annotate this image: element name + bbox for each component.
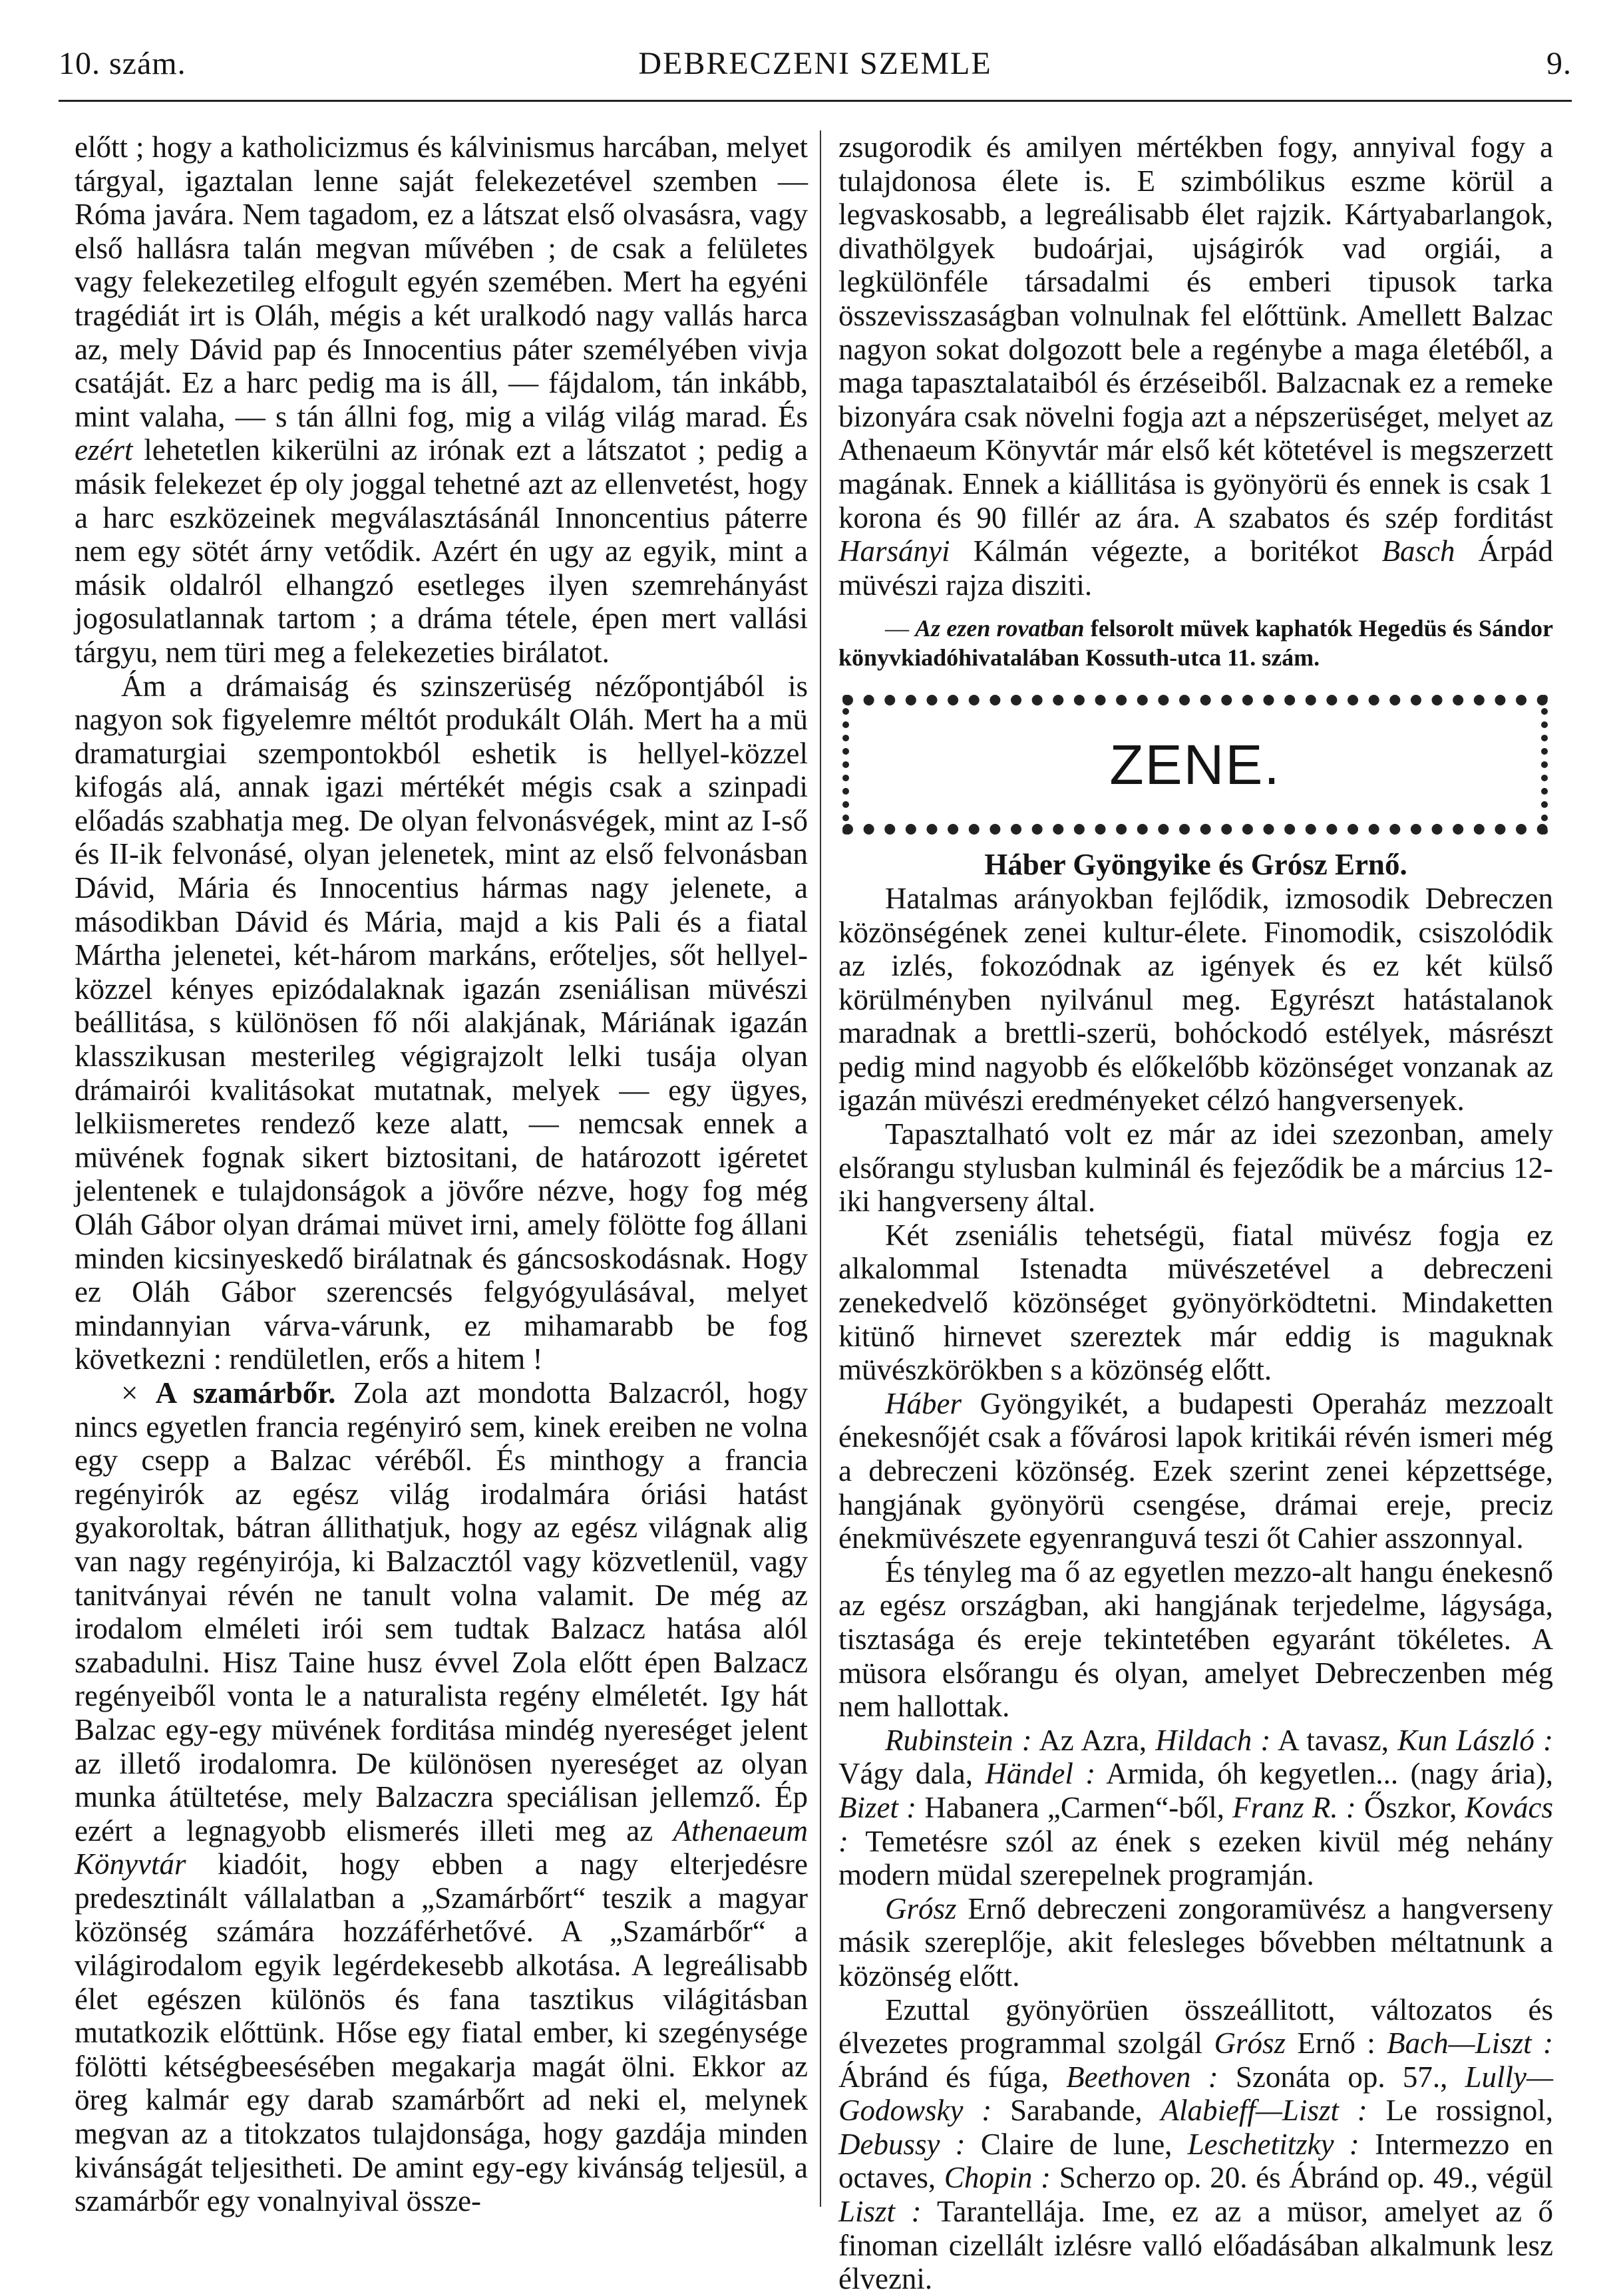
issue-number: 10. szám. <box>59 46 186 81</box>
page-number: 9. <box>1546 46 1572 81</box>
paragraph: Grósz Ernő debreczeni zongoramüvész a hangverseny másik szereplője, akit felesleges bővebben méltatnunk a közönség előtt. <box>838 1891 1554 1993</box>
zene-section-banner <box>842 695 1548 835</box>
paragraph: Háber Gyöngyikét, a budapesti Operaház mezzoalt énekesnőjét csak a fővárosi lapok kritikái révén ismeri még a debreczeni közönség. Ezek szerint zenei képzettsége, hangjának gyönyörü csengése, drámai ereje, preciz énekmüvészete egyenranguvá teszi őt Cahier asszonnyal. <box>838 1386 1554 1555</box>
article-szamarbor: × A szamárbőr. Zola azt mondotta Balzacról, hogy nincs egyetlen francia regényiró sem, kinek ereiben ne volna egy csepp a Balzac véréből. És minthogy a francia regényirók az egész világ irodalmára óriási hatást gyakoroltak, bátran állithatjuk, hogy az egész világnak alig van nagy regényirója, ki Balzacztól vagy közvetlenül, vagy tanitványai révén ne tanult volna valamit. De még az irodalom elméleti irói sem tudtak Balzacz hatása alól szabadulni. Hisz Taine husz évvel Zola előtt épen Balzacz regényeiből vonta le a naturalista regény elméletét. Igy hát Balzac egy-egy müvének forditása mindég nyereséget jelent az illető irodalomra. De különösen nyereséget az olyan munka átültetése, mely Balzaczra speciálisan jellemző. Ép ezért a legnagyobb elismerés illeti meg az Athenaeum Könyvtár kiadóit, hogy ebben a nagy elterjedésre predesztinált vállalatban a „Szamárbőrt“ teszik a magyar közönség számára hozzáférhetővé. A „Szamárbőr“ a világirodalom egyik legérdekesebb alkotása. A legreálisabb élet egészen különös és fana tasztikus világitásban mutatkozik előttünk. Hőse egy fiatal ember, ki szegénysége fölötti kétségbeesésében megakarja magát ölni. Ekkor az öreg kalmár egy darab szamárbőrt ad neki el, melynek megvan az a titokzatos tulajdonsága, hogy gazdája minden kivánságát teljesitheti. De amint egy-egy kivánság teljesül, a szamárbőr egy vonalnyival össze- <box>75 1376 809 2218</box>
left-column <box>75 130 808 2218</box>
vocal-program: Rubinstein : Az Azra, Hildach : A tavasz, Kun László : Vágy dala, Händel : Armida, óh kegyetlen... (nagy ária), Bizet : Habanera „Carmen“-ből, Franz R. : Őszkor, Kovács : Temetésre szól az ének s ezeken kivül még nehány modern müdal szerepelnek programján. <box>838 1723 1554 1892</box>
section-title: ZENE. <box>1109 733 1281 797</box>
bookseller-note: — Az ezen rovatban felsorolt müvek kaphatók Hegedüs és Sándor könyvkiadóhivatalában Kossuth-utca 11. szám. <box>838 615 1553 671</box>
column-divider <box>820 130 821 2207</box>
page-header <box>59 45 1572 98</box>
header-rule <box>59 100 1572 102</box>
paragraph: És tényleg ma ő az egyetlen mezzo-alt hangu énekesnő az egész országban, aki hangjának terjedelme, lágysága, tisztasága és ereje tekintetében egyaránt tökéletes. A müsora elsőrangu és olyan, amelyet Debreczenben még nem hallottak. <box>838 1555 1553 1724</box>
right-column <box>838 130 1553 2296</box>
section-mark: × <box>121 1376 138 1410</box>
paragraph: zsugorodik és amilyen mértékben fogy, annyival fogy a tulajdonosa élete is. E szimbólikus eszme körül a legvaskosabb, a legreálisabb élet rajzik. Kártyabarlangok, divathölgyek budoárjai, ujságirók vad orgiái, a legkülönféle társadalmi és emberi tipusok tarka összevisszaságban volnulnak fel előttünk. Amellett Balzac nagyon sokat dolgozott bele a regénybe a maga életéből, a maga tapasztalataiból és érzéseiből. Balzacnak ez a remeke bizonyára csak növelni fogja azt a népszerüséget, melyet az Athenaeum Könyvtár már első két kötetével is megszerzett magának. Ennek a kiállitása is gyönyörü és ennek is csak 1 korona és 90 fillér az ára. A szabatos és szép forditást Harsányi Kálmán végezte, a boritékot Basch Árpád müvészi rajza disziti. <box>838 130 1554 602</box>
paragraph: előtt ; hogy a katholicizmus és kálvinismus harcában, melyet tárgyal, igaztalan lenne saját felekezetével szemben — Róma javára. Nem tagadom, ez a látszat első olvasásra, vagy első hallásra talán megvan művében ; de csak a felületes vagy felekezetileg elfogult egyén szemében. Mert ha egyéni tragédiát irt is Oláh, mégis a két uralkodó nagy vallás harca az, mely Dávid pap és Innocentius páter személyében vivja csatáját. Ez a harc pedig ma is áll, — fájdalom, tán inkább, mint valaha, — s tán állni fog, mig a világ világ marad. És ezért lehetetlen kikerülni az irónak ezt a látszatot ; pedig a másik felekezet ép oly joggal tehetné azt az ellenvetést, hogy a harc eszközeinek megválasztásánál Innoncentius páterre nem egy sötét árny vetődik. Azért én ugy az egyik, mint a másik oldalról elhangzó esetleges ilyen szemrehányást jogosulatlannak tartom ; a dráma tétele, épen mert vallási tárgyu, nem türi meg a felekezeties birálatot. <box>75 130 809 669</box>
paragraph: Ám a drámaiság és szinszerüség nézőpontjából is nagyon sok figyelemre méltót produkált Oláh. Mert ha a mü dramaturgiai szempontokból eshetik is hellyel-közzel kifogás alá, annak igazi mértékét mégis csak a szinpadi előadás szabhatja meg. De olyan felvonásvégek, mint az I-ső és II-ik felvonásé, olyan jelenetek, mint az első felvonásban Dávid, Mária és Innocentius hármas nagy jelenete, a másodikban Dávid és Mária, majd a kis Pali és a fiatal Mártha jelenetei, két-három markáns, erőteljes, sőt hellyel-közzel kényes epizódalaknak igazán zseniálisan müvészi beállitása, s különösen fő női alakjának, Máriának igazán klasszikusan mesterileg végigrajzolt lelki tusája olyan drámairói kvalitásokat mutatnak, melyek — egy ügyes, lelkiismeretes rendező keze alatt, — nemcsak ennek a müvének fognak sikert biztositani, de határozott igéretet jelentenek e tulajdonságok a jövőre nézve, hogy fog még Oláh Gábor olyan drámai müvet irni, amely fölötte fog állani minden kicsinyeskedő birálatnak és gáncsoskodásnak. Hogy ez Oláh Gábor szerencsés felgyógyulásával, melyet mindannyian várva-várunk, ez mihamarabb be fog következni : rendületlen, erős a hitem ! <box>75 669 808 1376</box>
article-title: A szamárbőr. <box>155 1376 336 1410</box>
paragraph: Két zseniális tehetségü, fiatal müvész fogja ez alkalommal Istenadta müvészetével a debreczeni zenekedvelő közönséget gyönyörködtetni. Mindaketten kitünő hirnevet szereztek már eddig is maguknak müvészkörökben s a közönség előtt. <box>838 1218 1553 1387</box>
subheading: Háber Gyöngyike és Grósz Ernő. <box>984 848 1407 882</box>
paragraph: Tapasztalható volt ez már az idei szezonban, amely elsőrangu stylusban kulminál és fejeződik be a március 12-iki hangverseny által. <box>838 1117 1553 1219</box>
publication-title: DEBRECZENI SZEMLE <box>638 46 992 81</box>
piano-program: Ezuttal gyönyörüen összeállitott, változatos és élvezetes programmal szolgál Grósz Ernő : Bach—Liszt : Ábránd és fúga, Beethoven : Szonáta op. 57., Lully—Godowsky : Sarabande, Alabieff—Liszt : Le rossignol, Debussy : Claire de lune, Leschetitzky : Intermezzo en octaves, Chopin : Scherzo op. 20. és Ábránd op. 49., végül Liszt : Tarantellája. Ime, ez az a müsor, amelyet az ő finoman cizellált izlésre valló előadásában alkalmunk lesz élvezni. <box>838 1993 1554 2296</box>
paragraph: Hatalmas arányokban fejlődik, izmosodik Debreczen közönségének zenei kultur-élete. Finomodik, csiszolódik az izlés, fokozódnak az igények és ez két külső körülményben nyilvánul meg. Egyrészt hatástalanok maradnak a brettli-szerü, bohóckodó estélyek, másrészt pedig mind nagyobb és előkelőbb közönséget vonzanak az igazán müvészi eredményeket célzó hangversenyek. <box>838 881 1553 1117</box>
